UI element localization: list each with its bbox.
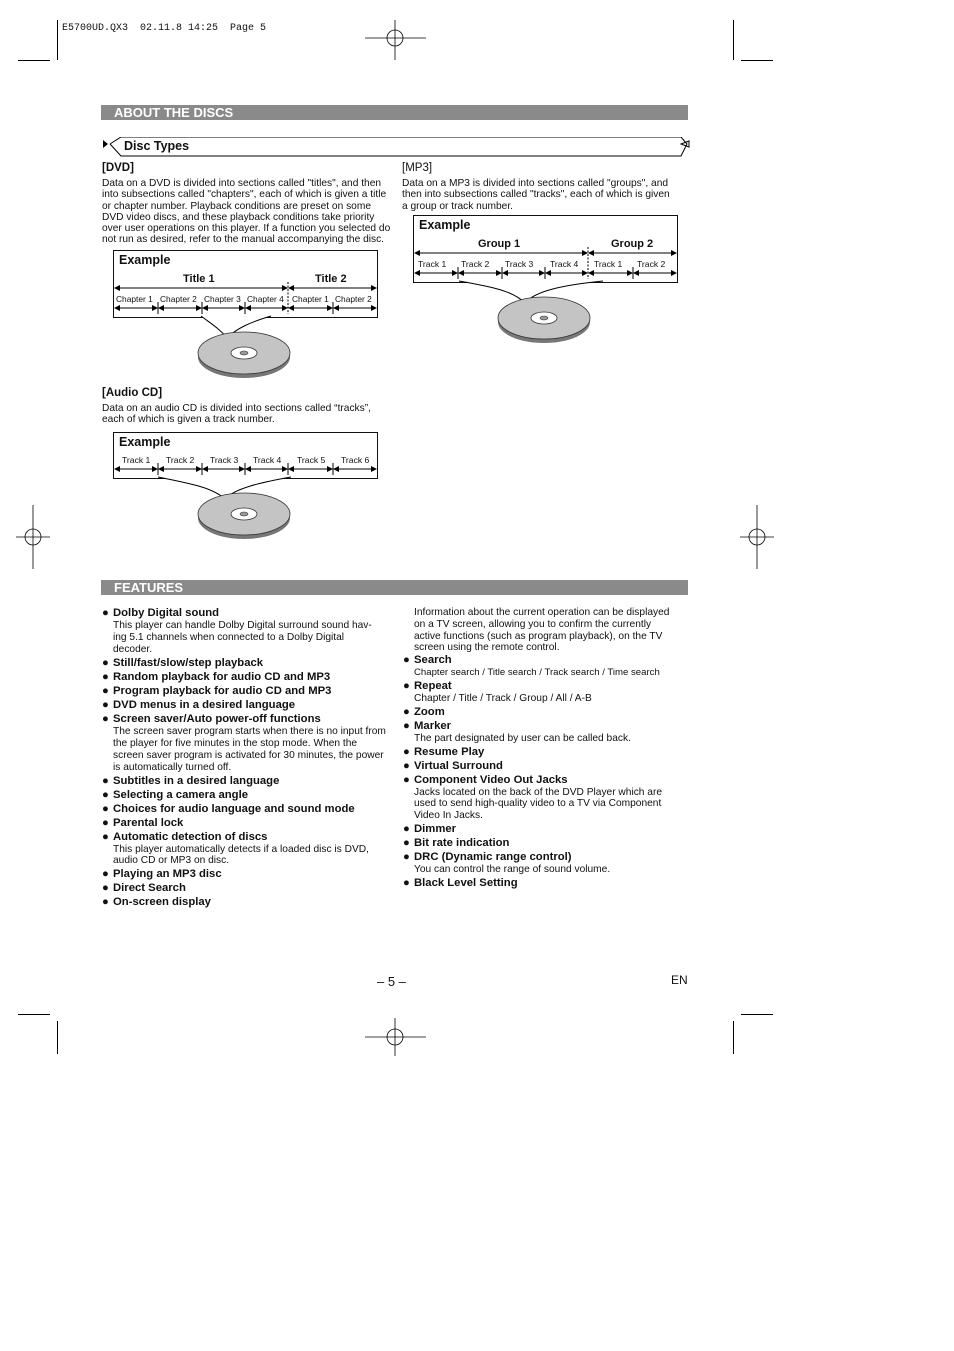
feature-item: ● DVD menus in a desired language (102, 699, 296, 712)
feature-item: ● Zoom (403, 705, 445, 718)
feature-title: Virtual Surround (414, 759, 503, 772)
text-line: The screen saver program starts when there is no input from (113, 726, 386, 738)
text-line: each of which is given a track number. (102, 414, 275, 426)
feature-title: Random playback for audio CD and MP3 (113, 671, 331, 684)
disc-types-title: Disc Types (124, 139, 190, 153)
feature-item: ● Dimmer (403, 822, 457, 835)
text-line: over user operations on this player. If a function you selected do (102, 223, 391, 235)
text-line: screen saver program is activated for 30 minutes, the power (113, 749, 384, 761)
feature-title: On-screen display (113, 896, 211, 909)
text-line: active functions (such as program playback), on the TV (414, 630, 663, 642)
text-line: This player can handle Dolby Digital surround sound hav- (113, 620, 372, 631)
text-line: Video In Jacks. (414, 810, 483, 822)
feature-item: ● Selecting a camera angle (102, 788, 249, 801)
text-line: Data on a MP3 is divided into sections called "groups", and (402, 178, 669, 189)
feature-desc (403, 787, 698, 822)
feature-title: Resume Play (414, 745, 485, 758)
feature-title: DRC (Dynamic range control) (414, 850, 572, 863)
feature-item: ● Choices for audio language and sound mode (102, 802, 355, 815)
chapter-label: Chapter 2 (160, 294, 197, 304)
chapter-label: Chapter 2 (335, 294, 372, 304)
text-line: Chapter search / Title search / Track search / Time search (414, 667, 660, 679)
feature-title: Zoom (414, 705, 445, 718)
feature-desc (102, 844, 394, 868)
feature-item: ● Bit rate indication (403, 836, 510, 849)
track-label: Track 3 (505, 259, 534, 269)
feature-item: ● Direct Search (102, 882, 186, 895)
audio-cd-description (102, 403, 392, 426)
text-line: Data on a DVD is divided into sections called "titles", and then (102, 178, 382, 189)
feature-item: ● On-screen display (102, 896, 211, 909)
track-label: Track 1 (122, 455, 151, 465)
section-bar-features: FEATURES (101, 580, 688, 595)
mp3-example-label: Example (419, 218, 471, 232)
feature-title: Playing an MP3 disc (113, 868, 222, 881)
section-bar-about: ABOUT THE DISCS (101, 105, 688, 120)
track-label: Track 1 (418, 259, 447, 269)
feature-item: ● Component Video Out Jacks Jacks located on the back of the DVD Player which are used to send high-quality video to a TV via Component Video In Jacks. (403, 774, 698, 822)
text-line: Chapter / Title / Track / Group / All / A-B (414, 692, 592, 704)
feature-item: ● Virtual Surround (403, 759, 503, 772)
track-label: Track 3 (210, 455, 239, 465)
page-number: – 5 – (377, 974, 406, 989)
group-label: Group 1 (478, 238, 521, 250)
feature-title: DVD menus in a desired language (113, 699, 296, 712)
feature-desc (403, 733, 698, 745)
feature-desc (102, 620, 394, 655)
text-line: Jacks located on the back of the DVD Player which are (414, 786, 663, 798)
title-label: Title 1 (183, 273, 215, 285)
text-line: on a TV screen, allowing you to confirm the currently (414, 618, 652, 630)
feature-desc (403, 667, 698, 679)
feature-title: Black Level Setting (414, 876, 518, 889)
text-line: audio CD or MP3 on disc. (113, 855, 230, 867)
text-line: used to send high-quality video to a TV via Component (414, 798, 662, 810)
feature-title: Dolby Digital sound (113, 607, 220, 619)
feature-desc (102, 726, 394, 773)
feature-item: ● Still/fast/slow/step playback (102, 657, 264, 670)
text-line: You can control the range of sound volume. (414, 863, 611, 875)
mp3-description (402, 178, 692, 212)
audio-cd-structure-diagram (113, 432, 378, 544)
text-line: decoder. (113, 643, 153, 655)
features-left-column (102, 607, 394, 909)
feature-title: Screen saver/Auto power-off functions (113, 713, 321, 726)
feature-item: ● Automatic detection of discs This player automatically detects if a loaded disc is DVD, audio CD or MP3 on disc. (102, 831, 394, 868)
text-line: not run as desired, refer to the manual accompanying the disc. (102, 234, 385, 246)
text-line: is automatically turned off. (113, 761, 232, 773)
feature-title: Choices for audio language and sound mode (113, 802, 355, 815)
feature-item: ● Program playback for audio CD and MP3 (102, 685, 332, 698)
text-line: or chapter number. Playback conditions are preset on some (102, 200, 371, 212)
dvd-structure-diagram (113, 250, 378, 385)
feature-item: ● Black Level Setting (403, 876, 518, 889)
feature-title: Search (414, 654, 452, 667)
feature-title: Component Video Out Jacks (414, 773, 568, 786)
feature-title: Program playback for audio CD and MP3 (113, 685, 332, 698)
track-label: Track 2 (637, 259, 666, 269)
track-label: Track 1 (594, 259, 623, 269)
feature-title: Parental lock (113, 816, 184, 829)
feature-title: Dimmer (414, 822, 457, 835)
text-line: This player automatically detects if a loaded disc is DVD, (113, 843, 369, 855)
text-line: Data on an audio CD is divided into sections called “tracks”, (102, 403, 371, 414)
chapter-label: Chapter 1 (292, 294, 329, 304)
feature-item: ● Subtitles in a desired language (102, 774, 280, 787)
feature-desc (403, 693, 698, 705)
feature-desc (403, 864, 698, 876)
audio-cd-example-label: Example (119, 435, 171, 449)
feature-title: Selecting a camera angle (113, 788, 249, 801)
text-line: a group or track number. (402, 200, 513, 212)
feature-item: ● Marker The part designated by user can be called back. (403, 720, 698, 745)
feature-title: Automatic detection of discs (113, 830, 268, 843)
track-label: Track 4 (253, 455, 282, 465)
mp3-heading: [MP3] (402, 162, 433, 174)
feature-title: Still/fast/slow/step playback (113, 657, 264, 670)
chapter-label: Chapter 3 (204, 294, 241, 304)
language-marker: EN (671, 973, 688, 987)
features-right-column (403, 607, 698, 890)
dvd-heading: [DVD] (102, 162, 134, 174)
text-line: ing 5.1 channels when connected to a Dolby Digital (113, 631, 345, 643)
track-label: Track 2 (461, 259, 490, 269)
feature-item: ● Resume Play (403, 745, 485, 758)
feature-title: Subtitles in a desired language (113, 774, 280, 787)
feature-title: Marker (414, 719, 452, 732)
text-line: Information about the current operation can be displayed (414, 607, 670, 618)
text-line: into subsections called "chapters", each of which is given a title (102, 189, 387, 201)
feature-item: ● Playing an MP3 disc (102, 868, 222, 881)
chapter-label: Chapter 4 (247, 294, 284, 304)
feature-item: ● Screen saver/Auto power-off functions The screen saver program starts when there is no input from the player for five minutes in the stop mode. When the screen saver program is activated for 30 minutes, the power is automatically turned off. (102, 713, 394, 773)
dvd-example-label: Example (119, 253, 171, 267)
feature-title: Direct Search (113, 882, 186, 895)
dvd-description (102, 178, 392, 246)
text-line: then into subsections called "tracks", each of which is given (402, 189, 670, 201)
osd-intro (403, 607, 698, 654)
track-label: Track 4 (550, 259, 579, 269)
feature-item: ● Parental lock (102, 816, 184, 829)
feature-title: Bit rate indication (414, 836, 510, 849)
print-slug: E5700UD.QX3 02.11.8 14:25 Page 5 (62, 23, 267, 34)
track-label: Track 5 (297, 455, 326, 465)
track-label: Track 6 (341, 455, 370, 465)
feature-item: ● Repeat Chapter / Title / Track / Group / All / A-B (403, 680, 698, 705)
feature-title: Repeat (414, 679, 452, 692)
feature-item: ● Dolby Digital sound This player can handle Dolby Digital surround sound hav- ing 5.1 channels when connected to a Dolby Digital decoder. (102, 607, 394, 655)
chapter-label: Chapter 1 (116, 294, 153, 304)
text-line: screen using the remote control. (414, 642, 560, 654)
group-label: Group 2 (611, 238, 654, 250)
feature-item: ● Search Chapter search / Title search / Track search / Time search (403, 654, 698, 679)
text-line: the player for five minutes in the stop mode. When the (113, 738, 358, 750)
track-label: Track 2 (166, 455, 195, 465)
mp3-structure-diagram (413, 215, 678, 350)
title-label: Title 2 (315, 273, 347, 285)
feature-item: ● Random playback for audio CD and MP3 (102, 671, 331, 684)
text-line: DVD video discs, and these playback conditions take priority (102, 211, 375, 223)
feature-item: ● DRC (Dynamic range control) You can control the range of sound volume. (403, 851, 698, 876)
text-line: The part designated by user can be called back. (414, 732, 631, 744)
audio-cd-heading: [Audio CD] (102, 387, 163, 399)
